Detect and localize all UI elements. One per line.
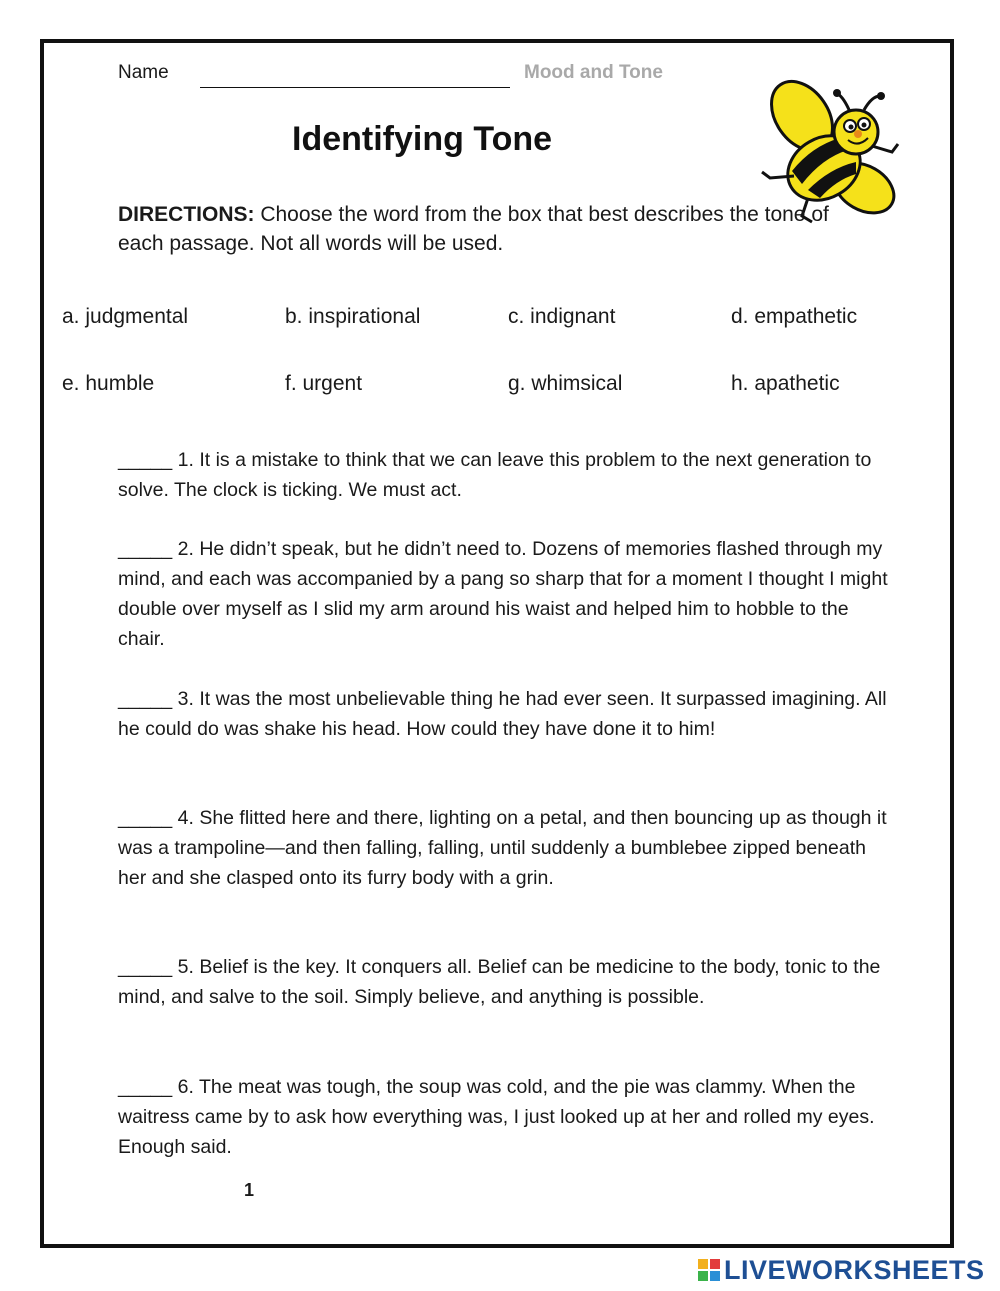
passage-4[interactable]: _____ 4. She flitted here and there, lighting on a petal, and then bouncing up as though it was a trampoline—and then falling, falling, until suddenly a bumblebee zipped beneath her and she clasped onto its furry body with a grin.: [118, 807, 887, 889]
page-title: Identifying Tone: [292, 120, 553, 158]
name-label: Name: [118, 62, 169, 83]
directions-label: DIRECTIONS:: [118, 203, 255, 226]
word-option: a. judgmental: [62, 305, 189, 328]
passage-2[interactable]: _____ 2. He didn’t speak, but he didn’t need to. Dozens of memories flashed through my mind, and each was accompanied by a pang so sharp that for a moment I thought I might double over myself as I slid my arm around his waist and helped him to hobble to the chair.: [118, 538, 888, 650]
directions-text: Choose the word from the box that best describes the tone of each passage. Not all words will be used.: [118, 203, 829, 255]
word-option: c. indignant: [508, 305, 616, 328]
subject-label: Mood and Tone: [524, 62, 663, 83]
brand-logo: [697, 1254, 985, 1286]
word-option: g. whimsical: [508, 372, 623, 395]
liveworksheets-logo-icon: [697, 1258, 721, 1282]
word-option: f. urgent: [285, 372, 363, 395]
word-option: h. apathetic: [731, 372, 840, 395]
passage-6[interactable]: _____ 6. The meat was tough, the soup was cold, and the pie was clammy. When the waitress came by to ask how everything was, I just looked up at her and rolled my eyes. Enough said.: [118, 1076, 875, 1158]
page-number: 1: [244, 1180, 255, 1200]
passage-1[interactable]: _____ 1. It is a mistake to think that we can leave this problem to the next generation to solve. The clock is ticking. We must act.: [118, 449, 872, 501]
directions: [118, 200, 838, 258]
brand-text: LIVEWORKSHEETS: [724, 1254, 985, 1285]
passage-3[interactable]: _____ 3. It was the most unbelievable thing he had ever seen. It surpassed imagining. All he could do was shake his head. How could they have done it to him!: [118, 688, 887, 740]
passage-5[interactable]: _____ 5. Belief is the key. It conquers all. Belief can be medicine to the body, tonic to the mind, and salve to the soil. Simply believe, and anything is possible.: [118, 956, 881, 1008]
name-input-line[interactable]: [200, 87, 510, 88]
word-option: b. inspirational: [285, 305, 421, 328]
word-option: e. humble: [62, 372, 155, 395]
word-option: d. empathetic: [731, 305, 858, 328]
